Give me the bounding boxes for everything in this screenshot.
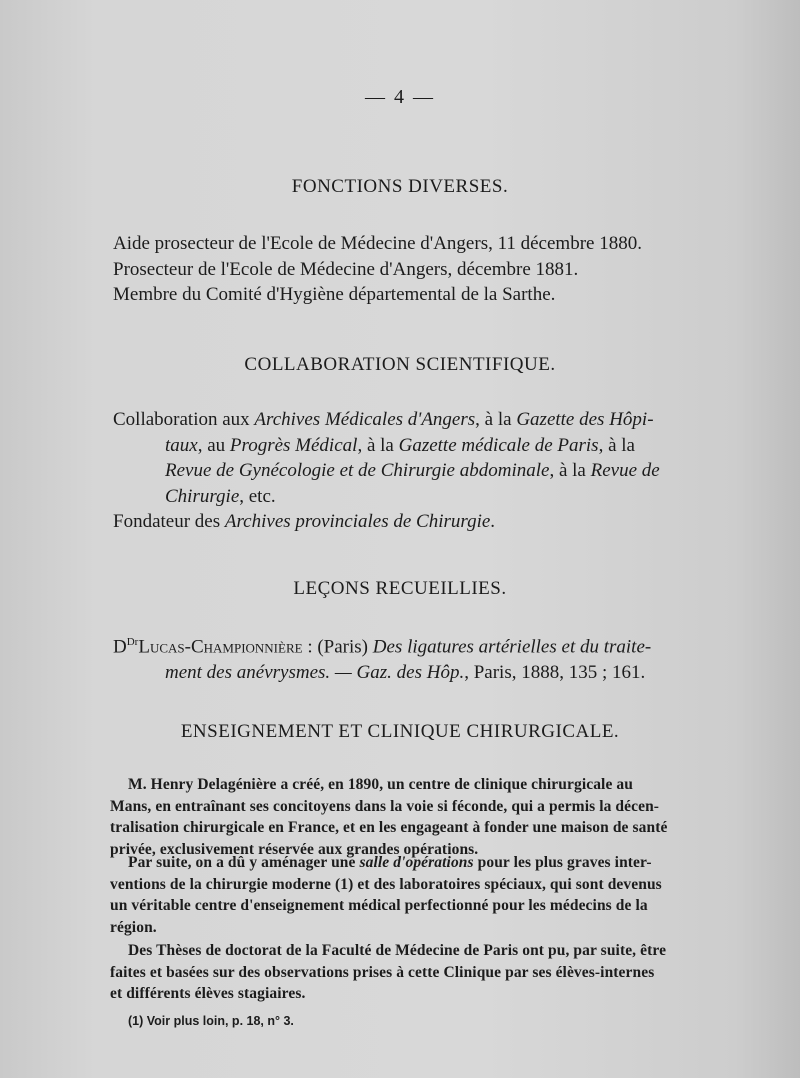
collaboration-paragraph — [113, 407, 703, 535]
collaboration-line: Fondateur des Archives provinciales de Chirurgie. — [113, 511, 496, 532]
enseignement-paragraph-3: Des Thèses de doctorat de la Faculté de Médecine de Paris ont pu, par suite, être faites et basées sur des observations prises à cette Clinique par ses élèves-internes et différents élèves stagiaires. — [110, 942, 667, 1002]
fonction-item: Aide prosecteur de l'Ecole de Médecine d'Angers, 11 décembre 1880. — [113, 233, 642, 254]
fonctions-list — [113, 231, 703, 308]
lecons-line: $D^{Dr}Lucas$-Championnière : (Paris) Des ligatures artérielles et du traite- — [113, 636, 652, 658]
section-heading-enseignement: ENSEIGNEMENT ET CLINIQUE CHIRURGICALE. — [180, 721, 620, 742]
collaboration-line: taux, au Progrès Médical, à la Gazette médicale de Paris, à la — [165, 434, 635, 456]
footnote: (1) Voir plus loin, p. 18, n° 3. — [128, 1014, 294, 1028]
lecons-paragraph — [113, 630, 703, 685]
section-heading-lecons: LEÇONS RECUEILLIES. — [293, 578, 507, 599]
lecons-line: ment des anévrysmes. — Gaz. des Hôp., Paris, 1888, 135 ; 161. — [165, 661, 646, 683]
enseignement-paragraph-1: M. Henry Delagénière a créé, en 1890, un centre de clinique chirurgicale au Mans, en entraînant ses concitoyens dans la voie si féconde, qui a permis la décen- tralisation chirurgicale en France, et en les engageant à fonder une maison de santé privée, exclusivement réservée aux grandes opérations. — [110, 776, 668, 858]
dr-abbrev: Dr — [126, 636, 139, 648]
section-heading-collaboration: COLLABORATION SCIENTIFIQUE. — [244, 354, 556, 375]
fonction-item: Prosecteur de l'Ecole de Médecine d'Angers, décembre 1881. — [113, 258, 579, 280]
fonction-item: Membre du Comité d'Hygiène départemental de la Sarthe. — [113, 284, 556, 305]
page-number: — 4 — — [365, 86, 435, 108]
collaboration-line: Revue de Gynécologie et de Chirurgie abdominale, à la Revue de — [165, 460, 660, 481]
enseignement-paragraph-2: Par suite, on a dû y aménager une salle d'opérations pour les plus graves inter- ventions de la chirurgie moderne (1) et des laboratoires spéciaux, qui sont devenus un véritable centre d'enseignement médical perfectionné pour les médecins de la région. — [110, 854, 662, 936]
collaboration-line: Chirurgie, etc. — [165, 485, 276, 507]
section-heading-fonctions: FONCTIONS DIVERSES. — [291, 176, 509, 197]
collaboration-line: Collaboration aux Archives Médicales d'Angers, à la Gazette des Hôpi- — [113, 409, 654, 430]
